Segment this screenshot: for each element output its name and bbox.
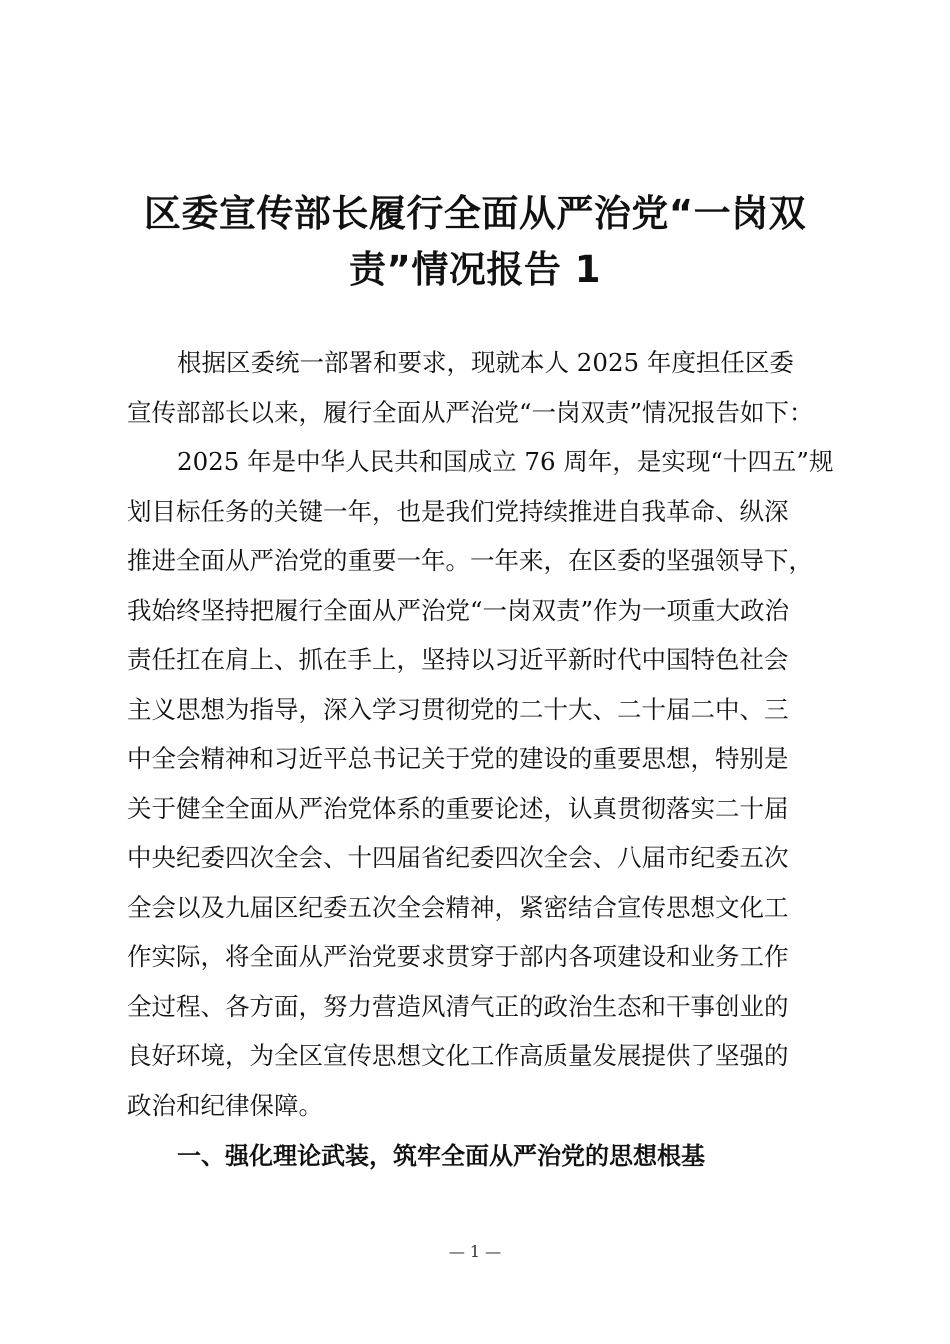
paragraph-line: 宣传部部长以来，履行全面从严治党“一岗双责”情况报告如下： <box>127 397 814 427</box>
paragraph-line: 主义思想为指导，深入学习贯彻党的二十大、二十届二中、三 <box>127 694 789 724</box>
paragraph-line: 政治和纪律保障。 <box>127 1090 323 1120</box>
paragraph-line: 划目标任务的关键一年，也是我们党持续推进自我革命、纵深 <box>127 496 789 526</box>
paragraph-line: 良好环境，为全区宣传思想文化工作高质量发展提供了坚强的 <box>127 1041 789 1070</box>
paragraph-line: 全会以及九届区纪委五次全会精神，紧密结合宣传思想文化工 <box>127 892 789 922</box>
title-line: 责”情况报告 1 <box>349 248 601 291</box>
paragraph-line: 中央纪委四次全会、十四届省纪委四次全会、八届市纪委五次 <box>127 843 789 872</box>
page-number: — 1 — <box>448 1242 502 1261</box>
paragraph-line: 全过程、各方面，努力营造风清气正的政治生态和干事创业的 <box>127 991 789 1021</box>
paragraph-line: 2025 年是中华人民共和国成立 76 周年，是实现“十四五”规 <box>177 447 834 476</box>
document-title <box>120 186 830 298</box>
title-line: 区委宣传部长履行全面从严治党“一岗双 <box>143 192 807 235</box>
section-heading: 一、强化理论武装，筑牢全面从严治党的思想根基 <box>177 1142 705 1170</box>
paragraph-line: 责任扛在肩上、抓在手上，坚持以习近平新时代中国特色社会 <box>127 645 789 674</box>
document-body <box>127 338 834 1182</box>
paragraph-line: 推进全面从严治党的重要一年。一年来，在区委的坚强领导下， <box>127 546 813 575</box>
paragraph-line: 我始终坚持把履行全面从严治党“一岗双责”作为一项重大政治 <box>127 595 790 625</box>
paragraph-line: 根据区委统一部署和要求，现就本人 2025 年度担任区委 <box>177 348 794 377</box>
paragraph-line: 中全会精神和习近平总书记关于党的建设的重要思想，特别是 <box>127 744 789 773</box>
paragraph-line: 作实际，将全面从严治党要求贯穿于部内各项建设和业务工作 <box>127 942 789 971</box>
paragraph-line: 关于健全全面从严治党体系的重要论述，认真贯彻落实二十届 <box>127 793 789 823</box>
